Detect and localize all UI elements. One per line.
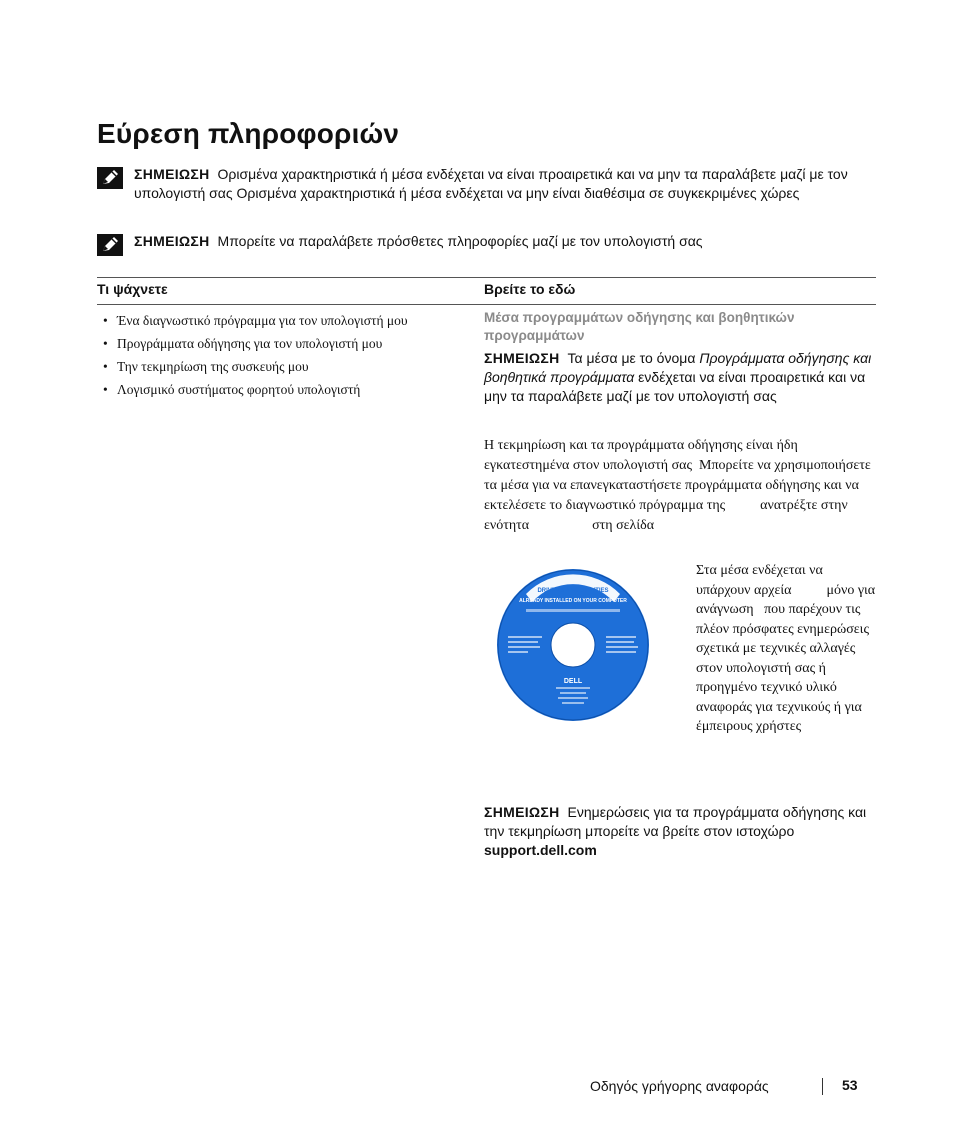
support-url-link[interactable]: support.dell.com <box>484 842 597 858</box>
note-text-pre: Τα μέσα με το όνομα <box>567 350 700 366</box>
cd-brand-logo: DELL <box>563 678 583 685</box>
column-header-what: Τι ψάχνετε <box>97 281 168 297</box>
cd-banner: ALREADY INSTALLED ON YOUR COMPUTER <box>519 598 627 604</box>
looking-for-list <box>97 309 467 401</box>
documentation-paragraph: Η τεκμηρίωση και τα προγράμματα οδήγησης είναι ήδη εγκατεστημένα στον υπολογιστή σας Μπορείτε να χρησιμοποιήσετε τα μέσα για να επανεγκαταστήσετε προγράμματα οδήγησης και να εκτελέσετε το διαγνωστικό πρόγραμμα της ανατρέξτε στην ενότητα στη σελίδα <box>484 438 875 533</box>
list-item: • Την τεκμηρίωση της συσκευής μου <box>97 355 467 378</box>
note-text-italic: Προγράμματα οδήγησης και βοηθητικά προγράμματα <box>484 350 872 385</box>
note-label: ΣΗΜΕΙΩΣΗ <box>484 804 560 820</box>
column-header-where: Βρείτε το εδώ <box>484 281 576 297</box>
note-label: ΣΗΜΕΙΩΣΗ <box>484 350 560 366</box>
page-number: 53 <box>842 1077 858 1093</box>
section-title: Μέσα προγραμμάτων οδήγησης και βοηθητικών προγραμμάτων <box>484 310 795 343</box>
list-item: • Λογισμικό συστήματος φορητού υπολογιστή <box>97 378 467 401</box>
footer-guide-title: Οδηγός γρήγορης αναφοράς <box>590 1078 769 1094</box>
cd-title: DRIVERS AND UTILITIES <box>537 588 609 594</box>
page-title: Εύρεση πληροφοριών <box>97 118 400 149</box>
note-1 <box>97 165 857 203</box>
table-top-rule <box>97 277 876 278</box>
note-pencil-icon <box>97 167 123 189</box>
cd-readme-paragraph: Στα μέσα ενδέχεται να υπάρχουν αρχεία μόνο για ανάγνωση που παρέχουν τις πλέον πρόσφατες ενημερώσεις σχετικά με τεχνικές αλλαγές στον υπολογιστή σας ή προηγμένο τεχνικό υλικό αναφοράς για τεχνικούς ή για έμπειρους χρήστες <box>696 563 879 734</box>
drivers-utilities-cd-image <box>496 568 650 722</box>
table-header-rule <box>97 304 876 305</box>
list-item: • Προγράμματα οδήγησης για τον υπολογιστή μου <box>97 332 467 355</box>
note-label: ΣΗΜΕΙΩΣΗ <box>134 166 210 182</box>
updates-note <box>484 803 876 860</box>
note-text: Ορισμένα χαρακτηριστικά ή μέσα ενδέχεται να είναι προαιρετικά και να μην τα παραλάβετε μαζί με τον υπολογιστή σας Ορισμένα χαρακτηριστικά ή μέσα ενδέχεται να μην είναι διαθέσιμα σε συγκεκριμένες χώρες <box>134 166 848 201</box>
note-2 <box>97 232 857 251</box>
note-text: Ενημερώσεις για τα προγράμματα οδήγησης και την τεκμηρίωση μπορείτε να βρείτε στον ιστοχώρο <box>484 804 867 839</box>
note-label: ΣΗΜΕΙΩΣΗ <box>134 233 210 249</box>
note-pencil-icon <box>97 234 123 256</box>
footer-separator <box>822 1078 823 1095</box>
note-text: Μπορείτε να παραλάβετε πρόσθετες πληροφορίες μαζί με τον υπολογιστή σας <box>217 233 703 249</box>
media-note <box>484 349 876 406</box>
note-text-post: ενδέχεται να είναι προαιρετικά και να μην τα παραλάβετε μαζί με τον υπολογιστή σας <box>484 369 866 404</box>
list-item: • Ένα διαγνωστικό πρόγραμμα για τον υπολογιστή μου <box>97 309 467 332</box>
